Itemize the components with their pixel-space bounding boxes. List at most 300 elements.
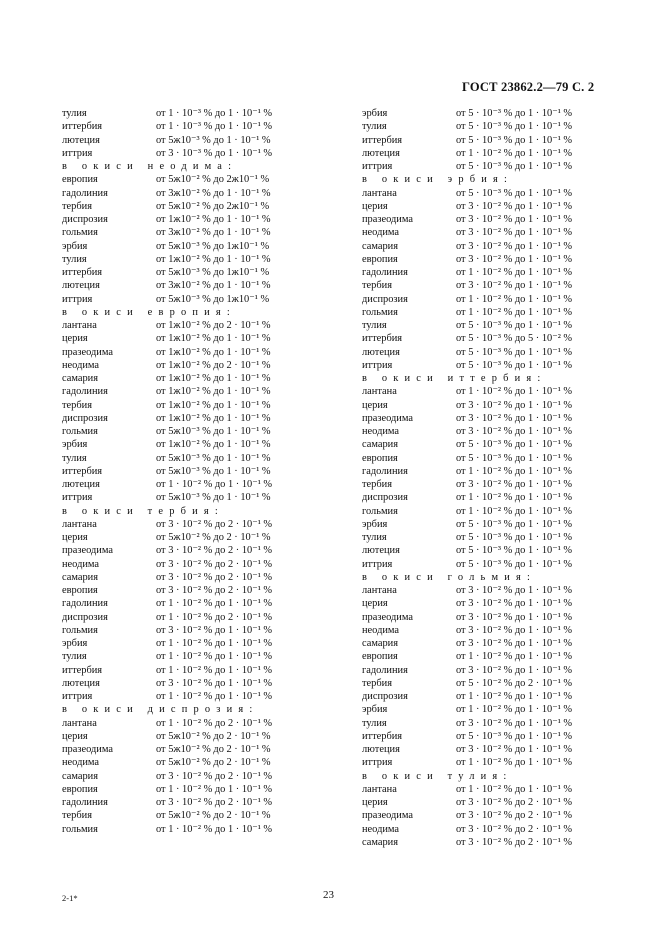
concentration-range: от 1 · 10⁻² % до 1 · 10⁻¹ % bbox=[456, 386, 573, 398]
element-name: тулия bbox=[362, 121, 387, 133]
element-name: европия bbox=[62, 174, 98, 186]
element-name: лютеция bbox=[62, 134, 100, 146]
impurity-row bbox=[62, 783, 302, 796]
element-name: лантана bbox=[62, 518, 97, 530]
concentration-range: от 3 · 10⁻² % до 2 · 10⁻¹ % bbox=[156, 518, 273, 530]
concentration-range: от 1 · 10⁻² % до 1 · 10⁻¹ % bbox=[456, 704, 573, 716]
concentration-range: от 3 · 10⁻² % до 1 · 10⁻¹ % bbox=[456, 253, 573, 265]
element-name: тулия bbox=[62, 452, 87, 464]
section-heading-text: в окиси европия: bbox=[62, 306, 236, 318]
impurity-row bbox=[362, 597, 602, 610]
element-name: иттербия bbox=[362, 730, 403, 742]
impurity-row bbox=[362, 226, 602, 239]
element-name: иттербия bbox=[62, 267, 103, 278]
element-name: иттрия bbox=[62, 492, 93, 504]
impurity-row bbox=[362, 491, 602, 504]
concentration-range: от 5ж10⁻² % до 2 · 10⁻¹ % bbox=[156, 730, 271, 742]
element-name: иттрия bbox=[62, 147, 93, 159]
concentration-range: от 5 · 10⁻³ % до 1 · 10⁻¹ % bbox=[456, 518, 573, 530]
concentration-range: от 3 · 10⁻² % до 1 · 10⁻¹ % bbox=[456, 412, 573, 424]
impurity-row bbox=[362, 611, 602, 624]
concentration-range: от 5ж10⁻² % до 2 · 10⁻¹ % bbox=[156, 532, 271, 543]
section-heading bbox=[362, 571, 602, 584]
element-name: лютеция bbox=[362, 744, 400, 755]
impurity-row bbox=[362, 544, 602, 557]
concentration-range: от 5ж10⁻³ % до 1ж10⁻¹ % bbox=[156, 267, 270, 278]
impurity-row bbox=[362, 558, 602, 571]
element-name: иттрия bbox=[362, 359, 393, 371]
element-name: тербия bbox=[62, 200, 92, 212]
element-name: иттрия bbox=[62, 691, 93, 702]
element-name: тулия bbox=[62, 651, 87, 663]
concentration-range: от 1 · 10⁻² % до 1 · 10⁻¹ % bbox=[156, 823, 273, 835]
impurity-row bbox=[62, 107, 302, 120]
impurity-row bbox=[362, 730, 602, 743]
impurity-row bbox=[62, 134, 302, 147]
element-name: гольмия bbox=[362, 505, 398, 517]
element-name: церия bbox=[362, 399, 388, 411]
section-heading bbox=[62, 505, 302, 518]
concentration-range: от 5ж10⁻³ % до 1 · 10⁻¹ % bbox=[156, 134, 271, 146]
impurity-row bbox=[62, 293, 302, 306]
impurity-row bbox=[62, 438, 302, 451]
impurity-row bbox=[362, 187, 602, 200]
element-name: европия bbox=[362, 651, 398, 663]
element-name: иттрия bbox=[362, 161, 393, 172]
impurity-row bbox=[362, 743, 602, 756]
concentration-range: от 3 · 10⁻² % до 1 · 10⁻¹ % bbox=[456, 638, 573, 649]
impurity-row bbox=[362, 438, 602, 451]
concentration-range: от 1ж10⁻² % до 1 · 10⁻¹ % bbox=[156, 346, 271, 358]
concentration-range: от 1ж10⁻² % до 2 · 10⁻¹ % bbox=[156, 320, 271, 331]
element-name: празеодима bbox=[362, 611, 413, 623]
concentration-range: от 5 · 10⁻³ % до 1 · 10⁻¹ % bbox=[456, 346, 573, 358]
impurity-row bbox=[362, 412, 602, 425]
impurity-row bbox=[362, 796, 602, 809]
element-name: лютеция bbox=[362, 545, 400, 557]
section-heading bbox=[362, 173, 602, 186]
concentration-range: от 1 · 10⁻² % до 1 · 10⁻¹ % bbox=[456, 267, 573, 278]
element-name: лютеция bbox=[362, 147, 400, 159]
impurity-row bbox=[62, 425, 302, 438]
impurity-row bbox=[62, 571, 302, 584]
element-name: празеодима bbox=[62, 346, 113, 358]
concentration-range: от 5 · 10⁻³ % до 1 · 10⁻¹ % bbox=[456, 452, 573, 464]
concentration-range: от 1 · 10⁻² % до 1 · 10⁻¹ % bbox=[456, 757, 573, 769]
element-name: неодима bbox=[62, 558, 100, 570]
impurity-row bbox=[362, 677, 602, 690]
section-heading bbox=[62, 703, 302, 716]
concentration-range: от 5ж10⁻² % до 2ж10⁻¹ % bbox=[156, 174, 270, 186]
concentration-range: от 3 · 10⁻² % до 2 · 10⁻¹ % bbox=[156, 797, 273, 808]
impurity-row bbox=[62, 187, 302, 200]
impurity-row bbox=[62, 399, 302, 412]
concentration-range: от 1 · 10⁻² % до 1 · 10⁻¹ % bbox=[156, 638, 273, 649]
concentration-range: от 1 · 10⁻² % до 1 · 10⁻¹ % bbox=[456, 465, 573, 477]
element-name: тербия bbox=[362, 479, 392, 490]
concentration-range: от 1 · 10⁻² % до 1 · 10⁻¹ % bbox=[156, 691, 273, 702]
impurity-row bbox=[362, 637, 602, 650]
impurity-row bbox=[362, 717, 602, 730]
element-name: лантана bbox=[362, 386, 397, 398]
element-name: самария bbox=[362, 439, 399, 451]
concentration-range: от 5ж10⁻² % до 2 · 10⁻¹ % bbox=[156, 744, 271, 755]
element-name: лантана bbox=[62, 320, 97, 331]
concentration-range: от 3 · 10⁻² % до 1 · 10⁻¹ % bbox=[456, 240, 573, 252]
concentration-range: от 3 · 10⁻² % до 2 · 10⁻¹ % bbox=[456, 836, 573, 848]
concentration-range: от 3ж10⁻² % до 1 · 10⁻¹ % bbox=[156, 280, 271, 292]
impurity-row bbox=[362, 783, 602, 796]
concentration-range: от 3 · 10⁻² % до 1 · 10⁻¹ % bbox=[156, 677, 273, 689]
element-name: празеодима bbox=[62, 545, 113, 557]
impurity-row bbox=[62, 120, 302, 133]
element-name: неодима bbox=[362, 823, 400, 835]
concentration-range: от 1 · 10⁻² % до 1 · 10⁻¹ % bbox=[156, 783, 273, 795]
element-name: лантана bbox=[362, 187, 397, 199]
element-name: тулия bbox=[362, 532, 387, 543]
section-heading-text: в окиси иттербия: bbox=[362, 373, 547, 384]
concentration-range: от 1ж10⁻² % до 1 · 10⁻¹ % bbox=[156, 333, 271, 345]
impurity-row bbox=[362, 465, 602, 478]
page-header-title: ГОСТ 23862.2—79 С. 2 bbox=[462, 80, 595, 94]
impurity-row bbox=[362, 306, 602, 319]
impurity-row bbox=[62, 319, 302, 332]
element-name: гольмия bbox=[62, 227, 98, 239]
element-name: иттрия bbox=[362, 558, 393, 570]
concentration-range: от 3 · 10⁻² % до 1 · 10⁻¹ % bbox=[456, 479, 573, 490]
concentration-range: от 3ж10⁻² % до 1 · 10⁻¹ % bbox=[156, 227, 271, 239]
element-name: церия bbox=[362, 598, 388, 610]
impurity-row bbox=[362, 425, 602, 438]
element-name: самария bbox=[362, 240, 399, 252]
concentration-range: от 5ж10⁻² % до 2ж10⁻¹ % bbox=[156, 200, 270, 212]
element-name: празеодима bbox=[362, 412, 413, 424]
section-heading-text: в окиси гольмия: bbox=[362, 571, 537, 583]
section-heading bbox=[362, 372, 602, 385]
concentration-range: от 1 · 10⁻² % до 1 · 10⁻¹ % bbox=[156, 479, 273, 490]
element-name: самария bbox=[362, 836, 399, 848]
impurity-row bbox=[62, 637, 302, 650]
impurity-row bbox=[62, 743, 302, 756]
concentration-range: от 1ж10⁻² % до 2 · 10⁻¹ % bbox=[156, 359, 271, 371]
element-name: иттербия bbox=[62, 121, 103, 133]
footer-signature-mark: 2-1* bbox=[62, 893, 78, 903]
concentration-range: от 3 · 10⁻² % до 2 · 10⁻¹ % bbox=[156, 585, 273, 596]
impurity-row bbox=[362, 293, 602, 306]
concentration-range: от 3ж10⁻² % до 1 · 10⁻¹ % bbox=[156, 187, 271, 199]
concentration-range: от 1 · 10⁻² % до 1 · 10⁻¹ % bbox=[156, 598, 273, 610]
concentration-range: от 5 · 10⁻³ % до 1 · 10⁻¹ % bbox=[456, 558, 573, 570]
element-name: лютеция bbox=[62, 677, 100, 689]
concentration-range: от 3 · 10⁻² % до 1 · 10⁻¹ % bbox=[456, 399, 573, 411]
impurity-row bbox=[62, 412, 302, 425]
concentration-range: от 3 · 10⁻² % до 2 · 10⁻¹ % bbox=[456, 823, 573, 835]
impurity-row bbox=[362, 319, 602, 332]
concentration-range: от 3 · 10⁻² % до 2 · 10⁻¹ % bbox=[156, 571, 273, 583]
concentration-range: от 5ж10⁻² % до 2 · 10⁻¹ % bbox=[156, 810, 271, 822]
element-name: гадолиния bbox=[62, 797, 108, 808]
right-column bbox=[362, 107, 602, 849]
concentration-range: от 3 · 10⁻² % до 1 · 10⁻¹ % bbox=[456, 611, 573, 623]
section-heading-text: в окиси тулия: bbox=[362, 770, 513, 782]
impurity-row bbox=[62, 823, 302, 836]
element-name: тербия bbox=[62, 810, 92, 822]
left-column bbox=[62, 107, 302, 836]
impurity-row bbox=[62, 770, 302, 783]
element-name: самария bbox=[62, 373, 99, 384]
element-name: тулия bbox=[362, 717, 387, 729]
impurity-row bbox=[362, 518, 602, 531]
element-name: гадолиния bbox=[62, 598, 108, 610]
impurity-row bbox=[62, 730, 302, 743]
element-name: тербия bbox=[362, 280, 392, 292]
element-name: тербия bbox=[362, 677, 392, 689]
impurity-row bbox=[62, 452, 302, 465]
element-name: празеодима bbox=[362, 810, 413, 822]
impurity-row bbox=[362, 624, 602, 637]
impurity-row bbox=[62, 385, 302, 398]
impurity-row bbox=[62, 611, 302, 624]
concentration-range: от 1 · 10⁻² % до 1 · 10⁻¹ % bbox=[456, 783, 573, 795]
concentration-range: от 1 · 10⁻² % до 1 · 10⁻¹ % bbox=[456, 505, 573, 517]
element-name: церия bbox=[62, 333, 88, 345]
concentration-range: от 5 · 10⁻³ % до 1 · 10⁻¹ % bbox=[456, 134, 573, 146]
impurity-row bbox=[62, 597, 302, 610]
impurity-row bbox=[362, 200, 602, 213]
impurity-row bbox=[362, 756, 602, 769]
element-name: иттрия bbox=[362, 757, 393, 769]
element-name: эрбия bbox=[362, 704, 388, 716]
element-name: лютеция bbox=[62, 479, 100, 490]
element-name: иттербия bbox=[62, 664, 103, 676]
element-name: празеодима bbox=[362, 214, 413, 225]
element-name: европия bbox=[62, 585, 98, 596]
section-heading bbox=[62, 160, 302, 173]
section-heading-text: в окиси диспрозия: bbox=[62, 704, 259, 716]
impurity-row bbox=[62, 491, 302, 504]
impurity-row bbox=[62, 465, 302, 478]
impurity-row bbox=[362, 359, 602, 372]
section-heading bbox=[62, 306, 302, 319]
section-heading-text: в окиси тербия: bbox=[62, 505, 224, 517]
element-name: гадолиния bbox=[362, 664, 408, 676]
element-name: гольмия bbox=[362, 306, 398, 318]
element-name: лантана bbox=[362, 783, 397, 795]
element-name: лютеция bbox=[362, 346, 400, 358]
element-name: эрбия bbox=[362, 108, 388, 119]
element-name: лютеция bbox=[62, 280, 100, 292]
impurity-row bbox=[62, 359, 302, 372]
element-name: гадолиния bbox=[362, 267, 408, 278]
concentration-range: от 5ж10⁻² % до 2 · 10⁻¹ % bbox=[156, 757, 271, 769]
element-name: диспрозия bbox=[362, 492, 408, 504]
concentration-range: от 5ж10⁻³ % до 1 · 10⁻¹ % bbox=[156, 492, 271, 504]
element-name: эрбия bbox=[62, 240, 88, 252]
concentration-range: от 1 · 10⁻² % до 2 · 10⁻¹ % bbox=[156, 611, 273, 623]
impurity-row bbox=[362, 703, 602, 716]
impurity-row bbox=[62, 796, 302, 809]
concentration-range: от 5ж10⁻³ % до 1ж10⁻¹ % bbox=[156, 293, 270, 305]
impurity-row bbox=[62, 279, 302, 292]
impurity-row bbox=[62, 173, 302, 186]
impurity-row bbox=[362, 385, 602, 398]
impurity-row bbox=[362, 836, 602, 849]
concentration-range: от 5 · 10⁻³ % до 5 · 10⁻² % bbox=[456, 333, 573, 345]
impurity-row bbox=[62, 544, 302, 557]
concentration-range: от 5 · 10⁻³ % до 1 · 10⁻¹ % bbox=[456, 439, 573, 451]
concentration-range: от 3 · 10⁻² % до 1 · 10⁻¹ % bbox=[456, 598, 573, 610]
concentration-range: от 5ж10⁻³ % до 1 · 10⁻¹ % bbox=[156, 426, 271, 437]
concentration-range: от 1ж10⁻² % до 1 · 10⁻¹ % bbox=[156, 412, 271, 424]
impurity-row bbox=[62, 478, 302, 491]
element-name: гадолиния bbox=[62, 386, 108, 398]
element-name: диспрозия bbox=[62, 412, 108, 424]
impurity-row bbox=[62, 664, 302, 677]
concentration-range: от 3 · 10⁻² % до 1 · 10⁻¹ % bbox=[456, 280, 573, 292]
concentration-range: от 1 · 10⁻² % до 2 · 10⁻¹ % bbox=[156, 717, 273, 729]
concentration-range: от 1 · 10⁻² % до 1 · 10⁻¹ % bbox=[456, 651, 573, 663]
impurity-row bbox=[362, 452, 602, 465]
concentration-range: от 3 · 10⁻² % до 1 · 10⁻¹ % bbox=[456, 744, 573, 755]
concentration-range: от 5ж10⁻³ % до 1 · 10⁻¹ % bbox=[156, 465, 271, 477]
concentration-range: от 1 · 10⁻² % до 1 · 10⁻¹ % bbox=[156, 651, 273, 663]
element-name: церия bbox=[362, 797, 388, 808]
impurity-row bbox=[62, 346, 302, 359]
concentration-range: от 5 · 10⁻² % до 2 · 10⁻¹ % bbox=[456, 677, 573, 689]
concentration-range: от 5 · 10⁻³ % до 1 · 10⁻¹ % bbox=[456, 545, 573, 557]
section-heading-text: в окиси эрбия: bbox=[362, 174, 514, 186]
element-name: празеодима bbox=[62, 744, 113, 755]
concentration-range: от 3 · 10⁻² % до 2 · 10⁻¹ % bbox=[456, 797, 573, 808]
concentration-range: от 1 · 10⁻² % до 1 · 10⁻¹ % bbox=[156, 664, 273, 676]
concentration-range: от 3 · 10⁻² % до 1 · 10⁻¹ % bbox=[456, 624, 573, 636]
concentration-range: от 3 · 10⁻² % до 2 · 10⁻¹ % bbox=[456, 810, 573, 822]
impurity-row bbox=[362, 134, 602, 147]
impurity-row bbox=[62, 213, 302, 226]
element-name: иттербия bbox=[362, 134, 403, 146]
element-name: самария bbox=[362, 638, 399, 649]
concentration-range: от 1 · 10⁻² % до 1 · 10⁻¹ % bbox=[456, 306, 573, 318]
impurity-row bbox=[362, 213, 602, 226]
impurity-row bbox=[362, 584, 602, 597]
concentration-range: от 5 · 10⁻³ % до 1 · 10⁻¹ % bbox=[456, 108, 573, 119]
element-name: эрбия bbox=[62, 638, 88, 649]
impurity-row bbox=[62, 266, 302, 279]
impurity-row bbox=[362, 279, 602, 292]
element-name: неодима bbox=[62, 359, 100, 371]
impurity-row bbox=[362, 650, 602, 663]
element-name: европия bbox=[362, 452, 398, 464]
concentration-range: от 5 · 10⁻³ % до 1 · 10⁻¹ % bbox=[456, 187, 573, 199]
element-name: самария bbox=[62, 571, 99, 583]
element-name: неодима bbox=[362, 227, 400, 239]
concentration-range: от 3 · 10⁻² % до 1 · 10⁻¹ % bbox=[456, 717, 573, 729]
impurity-row bbox=[62, 677, 302, 690]
element-name: тулия bbox=[62, 108, 87, 119]
impurity-row bbox=[62, 200, 302, 213]
concentration-range: от 1 · 10⁻² % до 1 · 10⁻¹ % bbox=[456, 691, 573, 702]
impurity-row bbox=[62, 624, 302, 637]
concentration-range: от 1ж10⁻² % до 1 · 10⁻¹ % bbox=[156, 386, 271, 398]
impurity-row bbox=[62, 690, 302, 703]
impurity-row bbox=[62, 531, 302, 544]
concentration-range: от 3 · 10⁻² % до 2 · 10⁻¹ % bbox=[156, 545, 273, 557]
element-name: лантана bbox=[362, 585, 397, 596]
element-name: гольмия bbox=[62, 624, 98, 636]
concentration-range: от 1 · 10⁻² % до 1 · 10⁻¹ % bbox=[456, 492, 573, 504]
element-name: диспрозия bbox=[62, 214, 108, 225]
element-name: гадолиния bbox=[62, 187, 108, 199]
impurity-row bbox=[362, 332, 602, 345]
impurity-row bbox=[362, 147, 602, 160]
element-name: иттрия bbox=[62, 293, 93, 305]
impurity-row bbox=[362, 253, 602, 266]
concentration-range: от 3 · 10⁻² % до 2 · 10⁻¹ % bbox=[156, 558, 273, 570]
impurity-row bbox=[362, 690, 602, 703]
element-name: неодима bbox=[62, 757, 100, 769]
impurity-row bbox=[362, 346, 602, 359]
concentration-range: от 3 · 10⁻² % до 2 · 10⁻¹ % bbox=[156, 770, 273, 782]
concentration-range: от 1ж10⁻² % до 1 · 10⁻¹ % bbox=[156, 373, 271, 384]
concentration-range: от 1 · 10⁻² % до 1 · 10⁻¹ % bbox=[456, 147, 573, 159]
element-name: неодима bbox=[362, 624, 400, 636]
element-name: лантана bbox=[62, 717, 97, 729]
concentration-range: от 3 · 10⁻² % до 1 · 10⁻¹ % bbox=[456, 200, 573, 212]
element-name: тулия bbox=[362, 320, 387, 331]
element-name: тербия bbox=[62, 399, 92, 411]
impurity-row bbox=[362, 505, 602, 518]
concentration-range: от 1 · 10⁻³ % до 1 · 10⁻¹ % bbox=[156, 108, 273, 119]
impurity-row bbox=[362, 107, 602, 120]
element-name: диспрозия bbox=[62, 611, 108, 623]
element-name: эрбия bbox=[62, 439, 88, 451]
impurity-row bbox=[362, 120, 602, 133]
element-name: церия bbox=[62, 532, 88, 543]
impurity-row bbox=[362, 823, 602, 836]
concentration-range: от 5ж10⁻³ % до 1ж10⁻¹ % bbox=[156, 240, 270, 252]
element-name: европия bbox=[62, 783, 98, 795]
impurity-row bbox=[62, 253, 302, 266]
impurity-row bbox=[62, 147, 302, 160]
concentration-range: от 5 · 10⁻³ % до 1 · 10⁻¹ % bbox=[456, 359, 573, 371]
page-number: 23 bbox=[323, 889, 334, 901]
concentration-range: от 5 · 10⁻³ % до 1 · 10⁻¹ % bbox=[456, 730, 573, 742]
element-name: диспрозия bbox=[362, 691, 408, 702]
concentration-range: от 5 · 10⁻³ % до 1 · 10⁻¹ % bbox=[456, 320, 573, 331]
concentration-range: от 1ж10⁻² % до 1 · 10⁻¹ % bbox=[156, 214, 271, 225]
element-name: диспрозия bbox=[362, 293, 408, 305]
impurity-row bbox=[62, 756, 302, 769]
element-name: гольмия bbox=[62, 823, 98, 835]
concentration-range: от 3 · 10⁻² % до 1 · 10⁻¹ % bbox=[456, 227, 573, 239]
element-name: церия bbox=[62, 730, 88, 742]
element-name: тулия bbox=[62, 253, 87, 265]
impurity-row bbox=[362, 809, 602, 822]
concentration-range: от 1 · 10⁻³ % до 1 · 10⁻¹ % bbox=[156, 121, 273, 133]
impurity-row bbox=[362, 266, 602, 279]
impurity-row bbox=[62, 584, 302, 597]
element-name: неодима bbox=[362, 426, 400, 437]
section-heading-text: в окиси неодима: bbox=[62, 161, 238, 172]
element-name: гольмия bbox=[62, 426, 98, 437]
impurity-row bbox=[362, 399, 602, 412]
impurity-row bbox=[62, 518, 302, 531]
concentration-range: от 5ж10⁻³ % до 1 · 10⁻¹ % bbox=[156, 452, 271, 464]
section-heading bbox=[362, 770, 602, 783]
concentration-range: от 1ж10⁻² % до 1 · 10⁻¹ % bbox=[156, 439, 271, 451]
concentration-range: от 3 · 10⁻² % до 1 · 10⁻¹ % bbox=[456, 214, 573, 225]
element-name: самария bbox=[62, 770, 99, 782]
